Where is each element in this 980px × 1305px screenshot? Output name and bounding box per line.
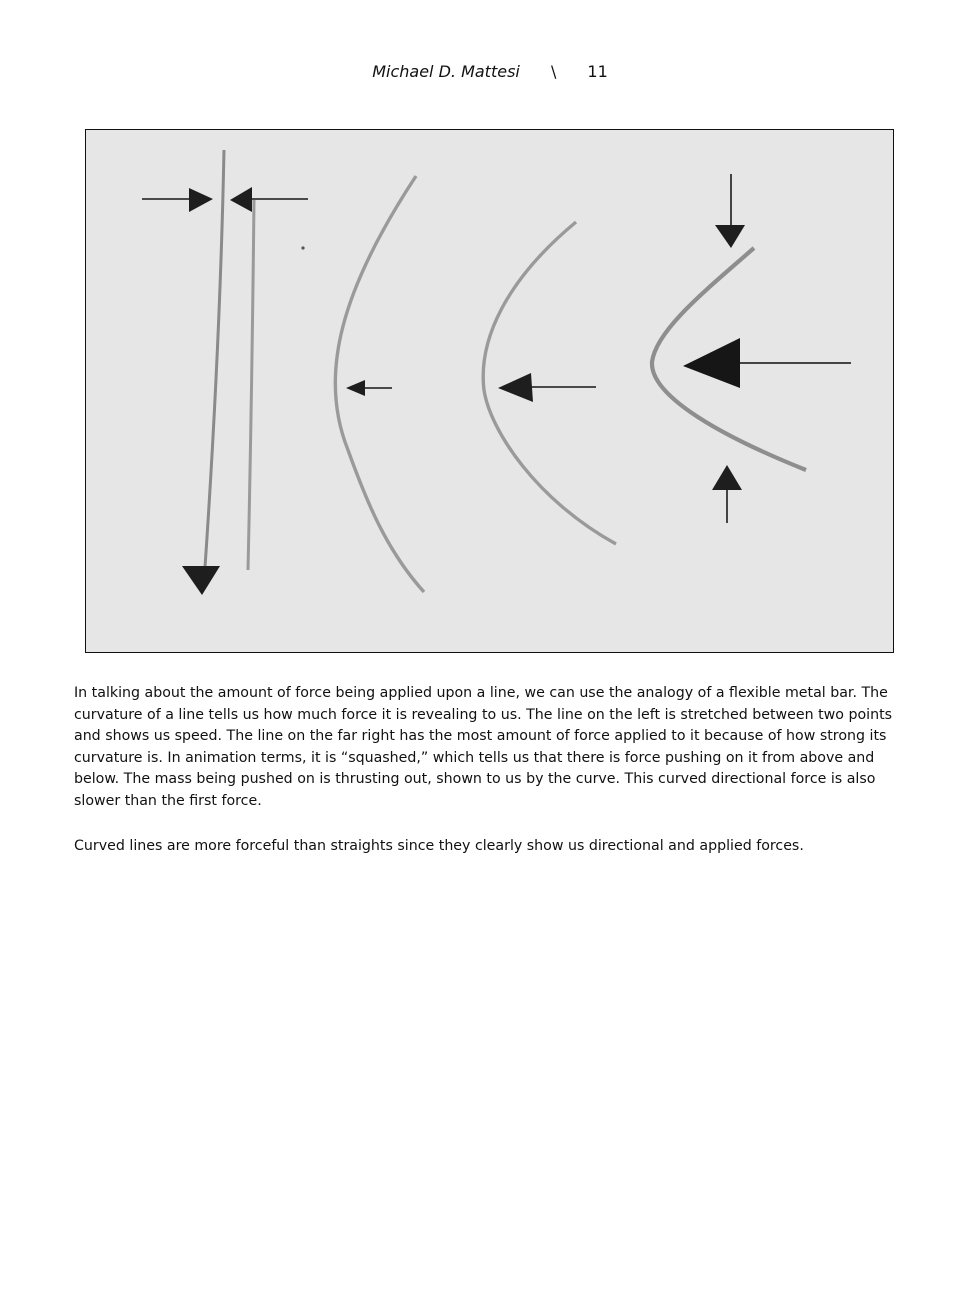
body-text xyxy=(74,683,906,857)
running-header xyxy=(0,62,980,81)
force-sketch-figure xyxy=(85,129,894,653)
header-separator: \ xyxy=(550,62,557,81)
force-sketch-drawing xyxy=(86,130,893,652)
pencil-dot xyxy=(301,246,304,249)
header-author: Michael D. Mattesi xyxy=(372,62,520,81)
paragraph-curved-lines: Curved lines are more forceful than straights since they clearly show us directional and applied forces. xyxy=(74,837,804,854)
paragraph-force-analogy: In talking about the amount of force being applied upon a line, we can use the analogy of a flexible metal bar. The curvature of a line tells us how much force it is revealing to us. The line on the left is stretched between two points and shows us speed. The line on the far right has the most amount of force applied to it because of how strong its curvature is. In animation terms, it is “squashed,” which tells us that there is force pushing on it from above and below. The mass being pushed on is thrusting out, shown to us by the curve. This curved directional force is also slower than the first force. xyxy=(74,685,893,809)
page-number: 11 xyxy=(587,62,608,81)
